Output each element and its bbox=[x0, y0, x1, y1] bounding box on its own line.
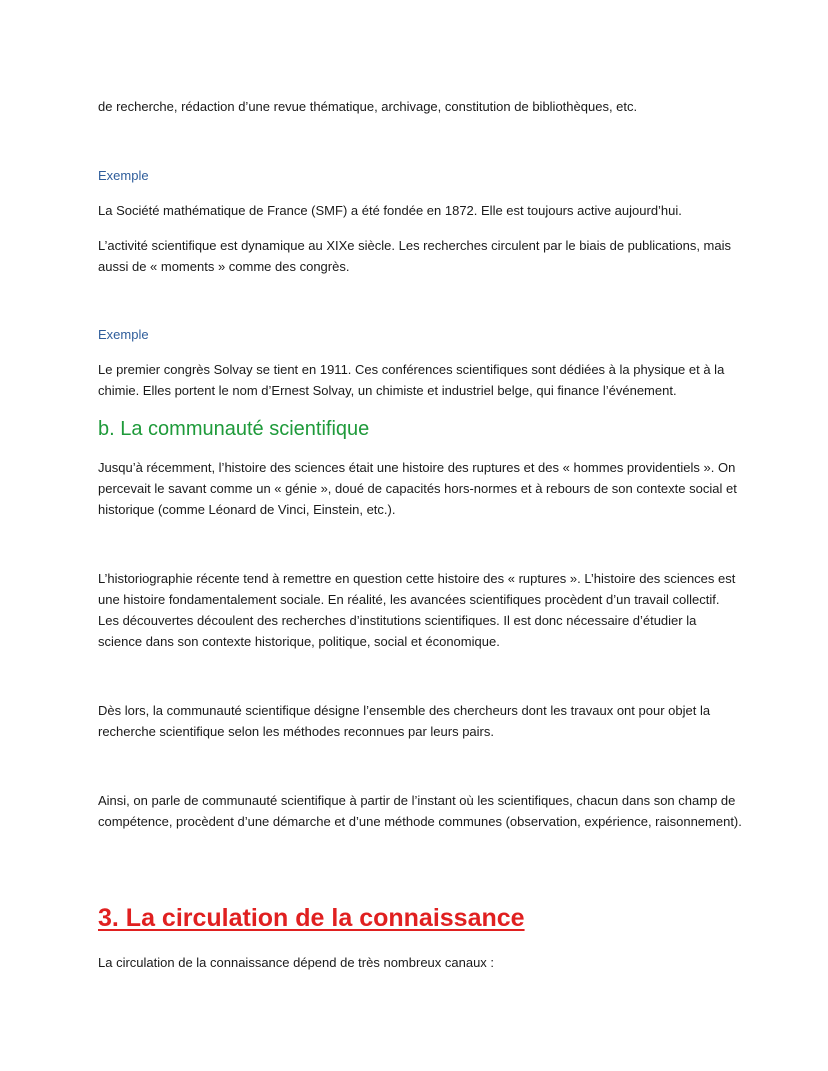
paragraph-continuation: de recherche, rédaction d’une revue thématique, archivage, constitution de bibliothèques, etc. bbox=[98, 99, 638, 114]
paragraph-historiographie: L’historiographie récente tend à remettre en question cette histoire des « ruptures ». L’histoire des sciences est une histoire fondamentalement sociale. En réalité, les avancées scientifiques procèdent d’un travail collectif. Les découvertes découlent des recherches d’institutions scientifiques. Il est donc nécessaire d’étudier la science dans son contexte historique, politique, social et économique. bbox=[98, 571, 736, 649]
paragraph-definition-communaute: Dès lors, la communauté scientifique désigne l’ensemble des chercheurs dont les travaux ont pour objet la recherche scientifique selon les méthodes reconnues par leurs pairs. bbox=[98, 703, 711, 739]
section-heading-circulation: 3. La circulation de la connaissance bbox=[98, 904, 525, 932]
paragraph-smf: La Société mathématique de France (SMF) a été fondée en 1872. Elle est toujours active aujourd’hui. bbox=[98, 203, 682, 218]
paragraph-ainsi: Ainsi, on parle de communauté scientifique à partir de l’instant où les scientifiques, chacun dans son champ de compétence, procèdent d’une démarche et d’une méthode communes (observation, expérience, raisonnement). bbox=[98, 793, 742, 829]
paragraph-activite-scientifique: L’activité scientifique est dynamique au XIXe siècle. Les recherches circulent par le biais de publications, mais aussi de « moments » comme des congrès. bbox=[98, 238, 732, 274]
paragraph-canaux: La circulation de la connaissance dépend de très nombreux canaux : bbox=[98, 955, 495, 970]
paragraph-solvay: Le premier congrès Solvay se tient en 1911. Ces conférences scientifiques sont dédiées à la physique et à la chimie. Elles portent le nom d’Ernest Solvay, un chimiste et industriel belge, qui finance l’événement. bbox=[98, 362, 725, 398]
section-heading-communaute: b. La communauté scientifique bbox=[98, 418, 370, 440]
paragraph-histoire-ruptures: Jusqu’à récemment, l’histoire des sciences était une histoire des ruptures et des « hommes providentiels ». On percevait le savant comme un « génie », doué de capacités hors-normes et à rebours de son contexte social et historique (comme Léonard de Vinci, Einstein, etc.). bbox=[98, 460, 737, 517]
example-label: Exemple bbox=[98, 327, 149, 342]
example-label: Exemple bbox=[98, 168, 149, 183]
